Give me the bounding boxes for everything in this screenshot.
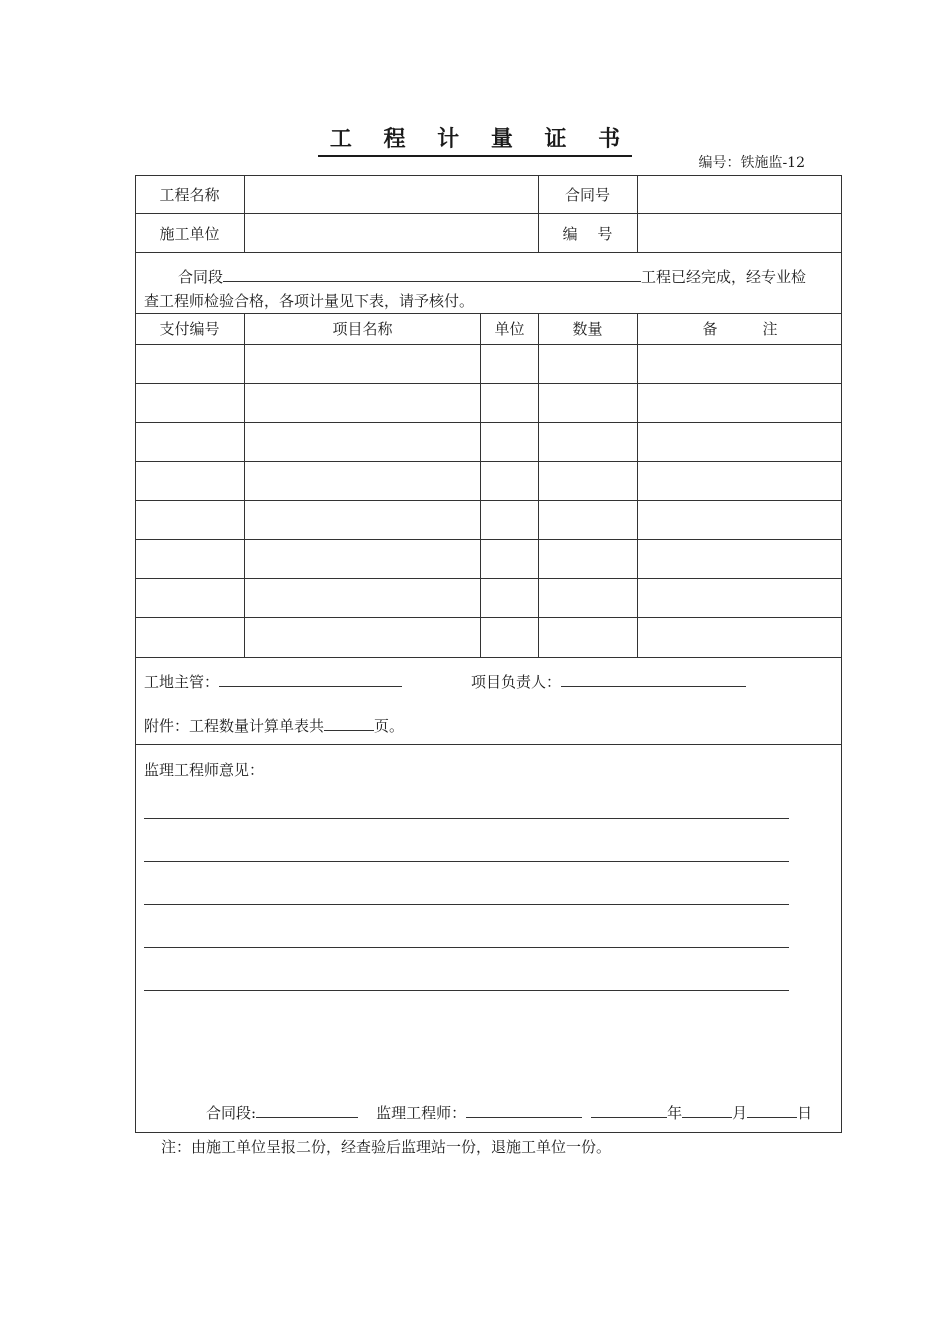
table-cell[interactable] (135, 423, 244, 461)
contract-no-label: 合同号 (564, 185, 610, 204)
contract-section-blank[interactable] (223, 265, 641, 282)
table-cell[interactable] (245, 345, 480, 383)
table-cell[interactable] (135, 618, 244, 657)
contract-section-label: 合同段: (206, 1104, 257, 1122)
opinion-ruled-line[interactable] (144, 818, 789, 819)
engineer-sign-blank[interactable] (466, 1101, 582, 1118)
day-label: 日 (797, 1104, 813, 1122)
opinion-label: 监理工程师意见： (144, 761, 265, 779)
table-cell[interactable] (638, 423, 842, 461)
year-blank[interactable] (591, 1101, 667, 1118)
table-cell[interactable] (638, 384, 842, 422)
contractor-field[interactable] (245, 214, 538, 252)
opinion-ruled-line[interactable] (144, 861, 789, 862)
column-header-unit: 单位 (494, 320, 525, 338)
table-cell[interactable] (245, 384, 480, 422)
table-cell[interactable] (638, 501, 842, 539)
statement-lead: 合同段 (178, 268, 224, 286)
engineer-label: 监理工程师： (376, 1104, 467, 1122)
table-cell[interactable] (245, 462, 480, 500)
table-cell[interactable] (538, 384, 637, 422)
contractor-label: 施工单位 (159, 224, 220, 243)
document-number-value: 铁施监-12 (740, 155, 805, 171)
attachment-prefix: 附件：工程数量计算单表共 (144, 717, 325, 735)
table-cell[interactable] (538, 501, 637, 539)
table-cell[interactable] (538, 540, 637, 578)
footnote: 注：由施工单位呈报二份，经查验后监理站一份，退施工单位一份。 (161, 1138, 612, 1156)
document-number (698, 152, 805, 172)
statement-line (178, 265, 806, 287)
table-cell[interactable] (135, 540, 244, 578)
statement-tail: 查工程师检验合格，各项计量见下表，请予核付。 (144, 292, 475, 310)
site-supervisor-label: 工地主管： (144, 673, 220, 691)
table-cell[interactable] (538, 579, 637, 617)
opinion-signature-line (206, 1101, 812, 1123)
table-cell[interactable] (135, 579, 244, 617)
contract-section-sign-blank[interactable] (256, 1101, 358, 1118)
table-cell[interactable] (481, 579, 538, 617)
column-header-remarks: 备 注 (702, 320, 778, 338)
table-cell[interactable] (481, 618, 538, 657)
serial-field[interactable] (638, 214, 842, 252)
site-supervisor-blank[interactable] (219, 670, 402, 687)
table-cell[interactable] (135, 462, 244, 500)
grid-line (135, 744, 842, 745)
table-cell[interactable] (638, 462, 842, 500)
statement-middle: 工程已经完成，经专业检 (641, 268, 807, 286)
table-cell[interactable] (481, 540, 538, 578)
grid-line (135, 252, 842, 253)
project-leader-line (471, 670, 746, 692)
table-cell[interactable] (245, 579, 480, 617)
table-cell[interactable] (481, 423, 538, 461)
table-cell[interactable] (245, 501, 480, 539)
project-leader-blank[interactable] (561, 670, 746, 687)
attachment-suffix: 页。 (374, 717, 405, 735)
document-number-label: 编号： (698, 155, 741, 171)
column-header-quantity: 数量 (572, 320, 603, 338)
serial-label: 编 号 (562, 224, 613, 243)
project-name-label: 工程名称 (159, 185, 220, 204)
attachment-line (144, 714, 404, 736)
table-cell[interactable] (538, 462, 637, 500)
table-cell[interactable] (638, 540, 842, 578)
attachment-pages-blank[interactable] (324, 714, 374, 731)
table-cell[interactable] (245, 540, 480, 578)
table-cell[interactable] (245, 423, 480, 461)
year-label: 年 (667, 1104, 683, 1122)
opinion-ruled-line[interactable] (144, 947, 789, 948)
column-header-item-name: 项目名称 (332, 320, 393, 338)
column-header-payment-no: 支付编号 (159, 320, 220, 338)
table-cell[interactable] (135, 501, 244, 539)
opinion-ruled-line[interactable] (144, 904, 789, 905)
table-cell[interactable] (481, 345, 538, 383)
opinion-ruled-line[interactable] (144, 990, 789, 991)
table-cell[interactable] (481, 462, 538, 500)
table-cell[interactable] (538, 423, 637, 461)
table-cell[interactable] (538, 618, 637, 657)
project-leader-label: 项目负责人： (471, 673, 562, 691)
day-blank[interactable] (747, 1101, 797, 1118)
table-cell[interactable] (135, 384, 244, 422)
table-cell[interactable] (481, 384, 538, 422)
table-cell[interactable] (135, 345, 244, 383)
table-cell[interactable] (638, 579, 842, 617)
month-label: 月 (732, 1104, 748, 1122)
table-cell[interactable] (481, 501, 538, 539)
grid-line (135, 657, 842, 658)
project-name-field[interactable] (245, 175, 538, 213)
form-title: 工 程 计 量 证 书 (0, 122, 950, 153)
site-supervisor-line (144, 670, 402, 692)
table-cell[interactable] (638, 345, 842, 383)
table-cell[interactable] (245, 618, 480, 657)
contract-no-field[interactable] (638, 175, 842, 213)
table-cell[interactable] (538, 345, 637, 383)
month-blank[interactable] (682, 1101, 732, 1118)
table-cell[interactable] (638, 618, 842, 657)
